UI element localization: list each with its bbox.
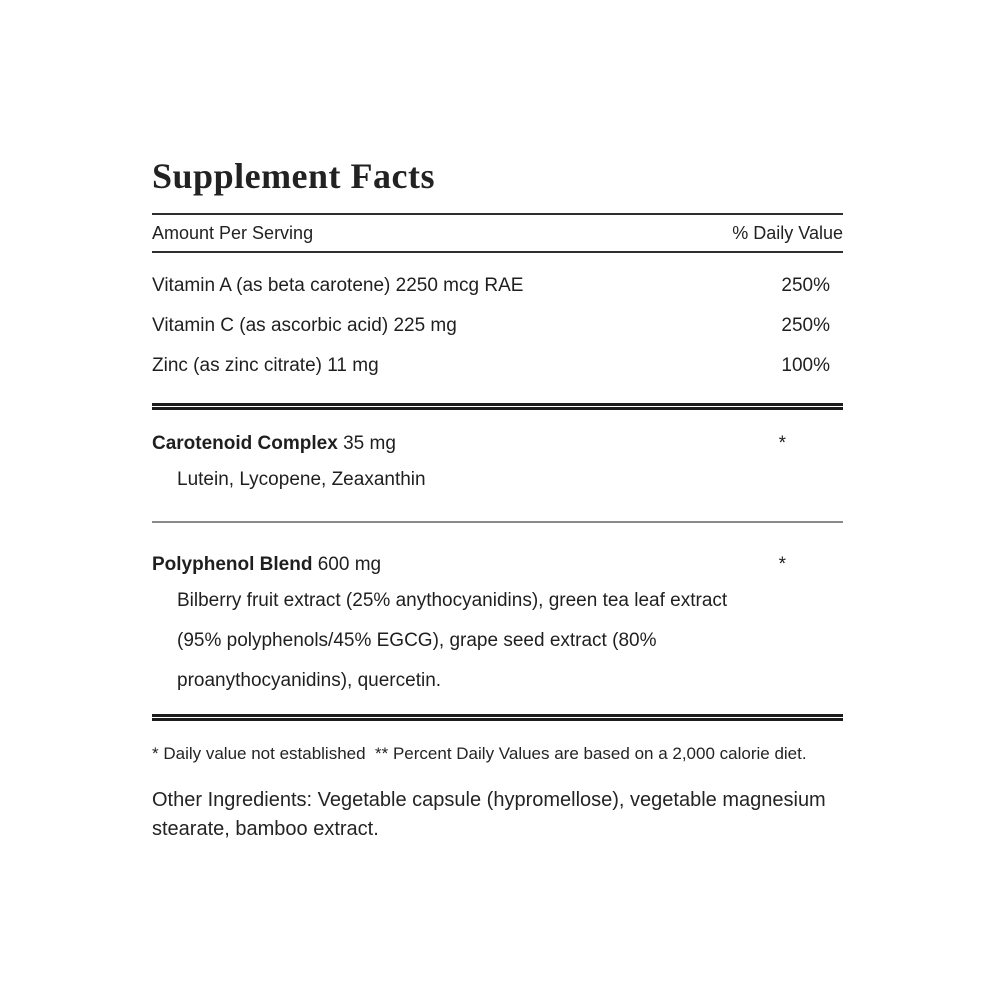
table-row	[152, 346, 843, 386]
blend-title	[152, 553, 381, 577]
blend-name: Carotenoid Complex	[152, 433, 338, 454]
page-title: Supplement Facts	[152, 156, 436, 196]
blend-name: Polyphenol Blend	[152, 554, 313, 575]
other-ingredients-text: Other Ingredients: Vegetable capsule (hypromellose), vegetable magnesium stearate, bamboo extract.	[152, 789, 826, 840]
nutrient-daily-value: 100%	[781, 355, 830, 376]
blend-section-polyphenol	[152, 523, 843, 701]
divider-header-bottom	[152, 251, 843, 253]
nutrient-name: Vitamin C (as ascorbic acid) 225 mg	[152, 315, 457, 336]
nutrient-daily-value: 250%	[781, 315, 830, 336]
nutrient-name: Vitamin A (as beta carotene) 2250 mcg RAE	[152, 275, 524, 296]
supplement-facts-panel	[152, 158, 843, 844]
table-row	[152, 266, 843, 306]
blend-title	[152, 432, 396, 456]
nutrient-name: Zinc (as zinc citrate) 11 mg	[152, 355, 379, 376]
header-daily-value: % Daily Value	[732, 222, 843, 243]
blend-header-row	[152, 432, 843, 456]
blend-section-carotenoid	[152, 410, 843, 500]
thick-divider-2	[152, 714, 843, 721]
nutrient-list	[152, 266, 843, 386]
blend-description: Bilberry fruit extract (25% anythocyanidins), green tea leaf extract (95% polyphenols/45% EGCG), grape seed extract (80% proanythocyanidins), quercetin.	[177, 590, 728, 691]
thick-divider-1	[152, 403, 843, 410]
blend-daily-value-asterisk: *	[778, 554, 786, 575]
daily-value-footnote: * Daily value not established ** Percent Daily Values are based on a 2,000 calorie diet.	[152, 744, 807, 763]
blend-header-row	[152, 553, 843, 577]
header-amount-per-serving: Amount Per Serving	[152, 222, 314, 243]
blend-daily-value-asterisk: *	[778, 433, 786, 454]
blend-amount: 600 mg	[317, 554, 382, 575]
table-header-row	[152, 215, 843, 251]
table-row	[152, 306, 843, 346]
blend-description: Lutein, Lycopene, Zeaxanthin	[177, 469, 426, 490]
nutrient-daily-value: 250%	[781, 275, 830, 296]
blend-amount: 35 mg	[343, 433, 396, 454]
